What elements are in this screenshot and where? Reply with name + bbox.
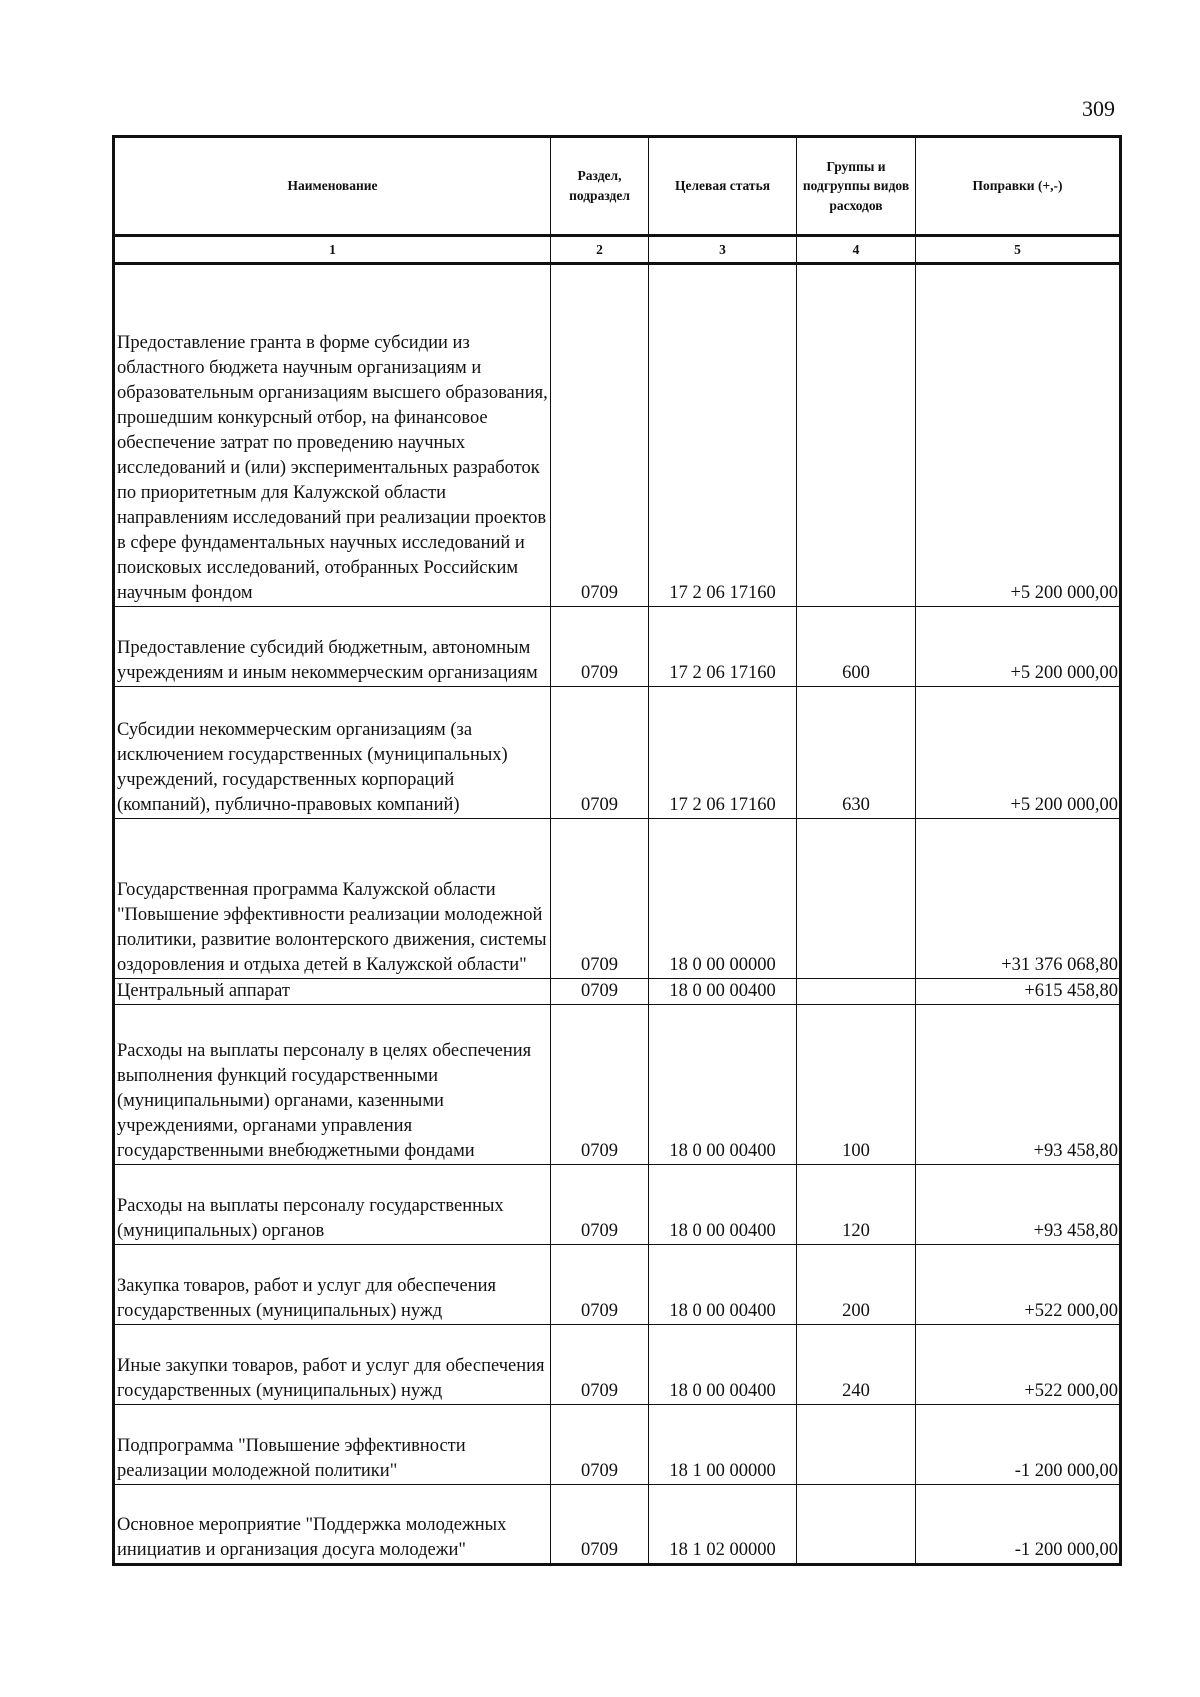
row-name: Предоставление субсидий бюджетным, автономным учреждениям и иным некоммерческим организациям: [114, 607, 551, 687]
row-name: Субсидии некоммерческим организациям (за исключением государственных (муниципальных) учреждений, государственных корпораций (компаний), публично-правовых компаний): [114, 687, 551, 819]
row-name: Центральный аппарат: [114, 979, 551, 1005]
column-number: 2: [551, 236, 649, 264]
row-amount: +93 458,80: [916, 1005, 1121, 1165]
header-section: Раздел, подраздел: [551, 137, 649, 236]
header-amendments: Поправки (+,-): [916, 137, 1121, 236]
row-section: 0709: [551, 1245, 649, 1325]
column-number: 4: [797, 236, 916, 264]
row-name: Расходы на выплаты персоналу в целях обеспечения выполнения функций государственными (муниципальными) органами, казенными учреждениями, органами управления государственными внебюджетными фондами: [114, 1005, 551, 1165]
row-section: 0709: [551, 607, 649, 687]
row-section: 0709: [551, 979, 649, 1005]
row-group: [797, 1405, 916, 1485]
table-row: [114, 1005, 1121, 1165]
table-header-row: [114, 137, 1121, 236]
row-amount: +5 200 000,00: [916, 607, 1121, 687]
row-amount: +615 458,80: [916, 979, 1121, 1005]
row-section: 0709: [551, 1005, 649, 1165]
row-target: 18 0 00 00400: [649, 1245, 797, 1325]
table-row: [114, 687, 1121, 819]
row-amount: +522 000,00: [916, 1245, 1121, 1325]
table-row: [114, 607, 1121, 687]
row-group: [797, 979, 916, 1005]
row-target: 18 0 00 00400: [649, 979, 797, 1005]
column-number: 5: [916, 236, 1121, 264]
row-section: 0709: [551, 819, 649, 979]
column-number: 1: [114, 236, 551, 264]
page-number: 309: [1082, 96, 1115, 121]
row-section: 0709: [551, 264, 649, 607]
row-group: 120: [797, 1165, 916, 1245]
row-target: 18 0 00 00000: [649, 819, 797, 979]
row-amount: -1 200 000,00: [916, 1405, 1121, 1485]
column-number: 3: [649, 236, 797, 264]
header-name: Наименование: [114, 137, 551, 236]
row-target: 18 0 00 00400: [649, 1005, 797, 1165]
table-row: [114, 264, 1121, 607]
row-amount: +5 200 000,00: [916, 687, 1121, 819]
row-group: [797, 819, 916, 979]
row-target: 18 0 00 00400: [649, 1165, 797, 1245]
row-group: [797, 1485, 916, 1565]
row-name: Подпрограмма "Повышение эффективности реализации молодежной политики": [114, 1405, 551, 1485]
row-group: 100: [797, 1005, 916, 1165]
row-target: 17 2 06 17160: [649, 264, 797, 607]
budget-table-wrapper: [112, 135, 1119, 1566]
table-row: [114, 1485, 1121, 1565]
table-row: [114, 979, 1121, 1005]
table-row: [114, 1405, 1121, 1485]
row-group: [797, 264, 916, 607]
header-target: Целевая статья: [649, 137, 797, 236]
column-numbers-row: [114, 236, 1121, 264]
row-name: Иные закупки товаров, работ и услуг для обеспечения государственных (муниципальных) нужд: [114, 1325, 551, 1405]
row-target: 17 2 06 17160: [649, 607, 797, 687]
table-row: [114, 1325, 1121, 1405]
row-section: 0709: [551, 687, 649, 819]
row-amount: +5 200 000,00: [916, 264, 1121, 607]
row-name: Государственная программа Калужской области "Повышение эффективности реализации молодежной политики, развитие волонтерского движения, системы оздоровления и отдыха детей в Калужской области": [114, 819, 551, 979]
row-target: 18 1 00 00000: [649, 1405, 797, 1485]
header-groups: Группы и подгруппы видов расходов: [797, 137, 916, 236]
row-section: 0709: [551, 1325, 649, 1405]
table-row: [114, 819, 1121, 979]
row-target: 18 1 02 00000: [649, 1485, 797, 1565]
row-amount: -1 200 000,00: [916, 1485, 1121, 1565]
row-amount: +31 376 068,80: [916, 819, 1121, 979]
row-target: 18 0 00 00400: [649, 1325, 797, 1405]
row-group: 600: [797, 607, 916, 687]
row-name: Предоставление гранта в форме субсидии из областного бюджета научным организациям и образовательным организациям высшего образования, прошедшим конкурсный отбор, на финансовое обеспечение затрат по проведению научных исследований и (или) экспериментальных разработок по приоритетным для Калужской области направлениям исследований при реализации проектов в сфере фундаментальных научных исследований и поисковых исследований, отобранных Российским научным фондом: [114, 264, 551, 607]
table-row: [114, 1245, 1121, 1325]
row-section: 0709: [551, 1485, 649, 1565]
budget-amendments-table: [112, 135, 1122, 1566]
row-section: 0709: [551, 1405, 649, 1485]
row-group: 240: [797, 1325, 916, 1405]
row-group: 630: [797, 687, 916, 819]
table-row: [114, 1165, 1121, 1245]
row-target: 17 2 06 17160: [649, 687, 797, 819]
row-name: Основное мероприятие "Поддержка молодежных инициатив и организация досуга молодежи": [114, 1485, 551, 1565]
row-amount: +93 458,80: [916, 1165, 1121, 1245]
row-section: 0709: [551, 1165, 649, 1245]
row-group: 200: [797, 1245, 916, 1325]
row-name: Расходы на выплаты персоналу государственных (муниципальных) органов: [114, 1165, 551, 1245]
row-name: Закупка товаров, работ и услуг для обеспечения государственных (муниципальных) нужд: [114, 1245, 551, 1325]
row-amount: +522 000,00: [916, 1325, 1121, 1405]
table-body: [114, 264, 1121, 1565]
